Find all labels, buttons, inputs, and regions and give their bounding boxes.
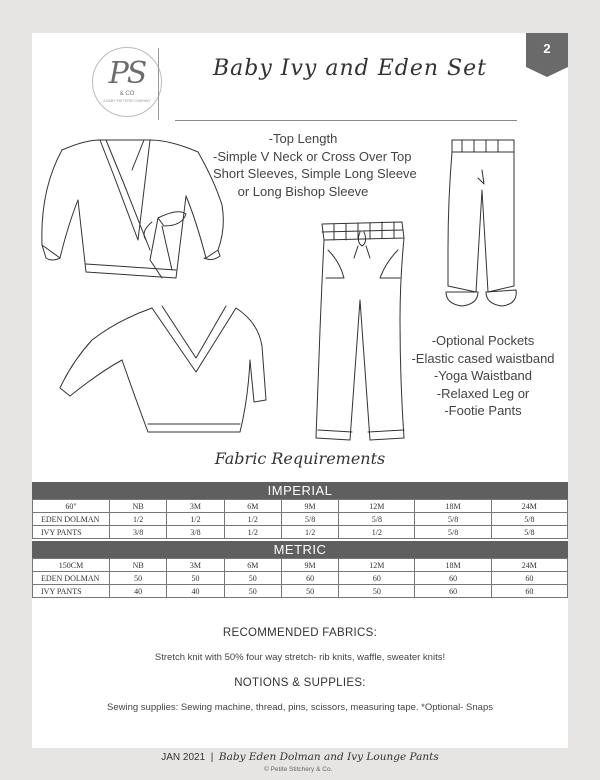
table-row [33, 572, 568, 585]
crossover-top-drawing [42, 140, 224, 278]
imperial-table [32, 499, 568, 539]
table-cell: 50 [339, 585, 415, 598]
table-cell: 1/2 [224, 526, 281, 539]
page-title: Baby Ivy and Eden Set [213, 56, 487, 81]
vneck-dolman-drawing [60, 306, 266, 432]
table-cell: 40 [110, 585, 167, 598]
metric-table [32, 558, 568, 598]
footer-copyright: © Petite Stitchery & Co. [264, 766, 333, 773]
table-row [33, 585, 568, 598]
table-cell: 60 [491, 585, 567, 598]
footer-date: JAN 2021 [161, 752, 206, 763]
size-header: NB [110, 559, 167, 572]
table-cell: 5/8 [339, 513, 415, 526]
table-cell: 50 [224, 572, 281, 585]
imperial-band: IMPERIAL [32, 482, 568, 499]
size-header: NB [110, 500, 167, 513]
table-cell: 50 [167, 572, 224, 585]
imperial-header-row [33, 500, 568, 513]
table-cell: 5/8 [491, 513, 567, 526]
row-label: IVY PANTS [33, 585, 110, 598]
logo-initials: PS [108, 56, 146, 91]
footer-pattern-name: Baby Eden Dolman and Ivy Lounge Pants [218, 751, 439, 763]
row-label: EDEN DOLMAN [33, 513, 110, 526]
table-row [33, 513, 568, 526]
size-header: 24M [491, 559, 567, 572]
size-header: 6M [224, 559, 281, 572]
logo-tagline: A BABY PATTERN COMPANY [103, 99, 151, 103]
pants-feature-line: -Footie Pants [444, 403, 522, 418]
size-header: 12M [339, 500, 415, 513]
page-number-badge: 2 [526, 33, 568, 67]
imperial-width: 60" [33, 500, 110, 513]
row-label: IVY PANTS [33, 526, 110, 539]
top-feature-line: Short Sleeves, Simple Long Sleeve [213, 166, 417, 181]
size-header: 3M [167, 500, 224, 513]
table-cell: 50 [224, 585, 281, 598]
table-cell: 1/2 [167, 513, 224, 526]
metric-header-row [33, 559, 568, 572]
pants-feature-line: -Optional Pockets [431, 333, 535, 348]
metric-width: 150CM [33, 559, 110, 572]
table-cell: 3/8 [167, 526, 224, 539]
top-feature-line: -Top Length [268, 131, 338, 146]
size-header: 3M [167, 559, 224, 572]
table-cell: 40 [167, 585, 224, 598]
table-cell: 60 [415, 572, 491, 585]
table-cell: 5/8 [491, 526, 567, 539]
table-cell: 60 [415, 585, 491, 598]
size-header: 24M [491, 500, 567, 513]
size-header: 6M [224, 500, 281, 513]
page-footer [0, 751, 600, 763]
table-cell: 1/2 [281, 526, 338, 539]
table-cell: 3/8 [110, 526, 167, 539]
table-cell: 1/2 [224, 513, 281, 526]
table-cell: 5/8 [415, 513, 491, 526]
footie-pants-drawing [446, 140, 516, 306]
notions-text: Sewing supplies: Sewing machine, thread, pins, scissors, measuring tape. *Optional- Snaps [106, 702, 493, 713]
top-feature-line: -Simple V Neck or Cross Over Top [213, 148, 412, 164]
row-label: EDEN DOLMAN [33, 572, 110, 585]
size-header: 12M [339, 559, 415, 572]
table-cell: 1/2 [110, 513, 167, 526]
recommended-fabrics-heading: RECOMMENDED FABRICS: [222, 627, 378, 639]
table-row [33, 526, 568, 539]
table-cell: 50 [110, 572, 167, 585]
table-cell: 5/8 [281, 513, 338, 526]
size-header: 18M [415, 500, 491, 513]
table-cell: 60 [281, 572, 338, 585]
size-header: 9M [281, 559, 338, 572]
footer-separator: | [210, 752, 214, 763]
size-header: 18M [415, 559, 491, 572]
fabric-requirements-heading: Fabric Requirements [214, 449, 386, 468]
table-cell: 60 [339, 572, 415, 585]
size-header: 9M [281, 500, 338, 513]
table-cell: 1/2 [339, 526, 415, 539]
yoga-pants-drawing [316, 222, 404, 440]
notions-heading: NOTIONS & SUPPLIES: [234, 677, 366, 689]
pants-feature-line: -Yoga Waistband [433, 368, 533, 383]
table-cell: 60 [491, 572, 567, 585]
table-cell: 5/8 [415, 526, 491, 539]
top-feature-line: or Long Bishop Sleeve [237, 183, 369, 199]
metric-band: METRIC [32, 541, 568, 558]
pants-feature-line: -Relaxed Leg or [436, 385, 530, 401]
logo-co: & CO [119, 91, 135, 97]
recommended-fabrics-text: Stretch knit with 50% four way stretch- rib knits, waffle, sweater knits! [154, 652, 446, 663]
table-cell: 50 [281, 585, 338, 598]
pants-feature-line: -Elastic cased waistband [411, 350, 555, 366]
